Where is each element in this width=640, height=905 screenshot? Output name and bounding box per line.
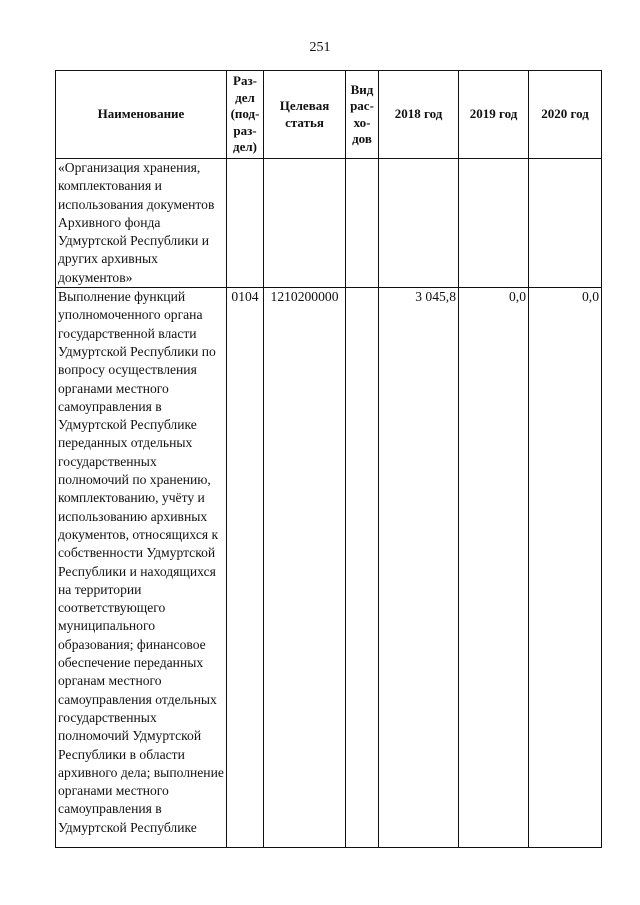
- cell-section: [227, 159, 264, 288]
- table-header-row: [56, 71, 602, 159]
- cell-year-2019: 0,0: [459, 288, 529, 848]
- cell-year-2019: [459, 159, 529, 288]
- table-row: [56, 288, 602, 848]
- header-name: Наименование: [56, 71, 227, 159]
- cell-name: Выполнение функций уполномоченного органа государственной власти Удмуртской Республики по вопросу осуществления органами местного самоуправления в Удмуртской Республике переданных отдельных государственных полномочий по хранению, комплектованию, учёту и использованию архивных документов, относящихся к собственности Удмуртской Республики и находящихся на территории соответствующего муниципального образования; финансовое обеспечение переданных органам местного самоуправления отдельных государственных полномочий Удмуртской Республики в области архивного дела; выполнение органами местного самоуправления в Удмуртской Республике: [56, 288, 227, 848]
- cell-section: 0104: [227, 288, 264, 848]
- cell-name: «Организация хранения, комплектования и использования документов Архивного фонда Удмуртской Республики и других архивных документов»: [56, 159, 227, 288]
- cell-year-2020: [529, 159, 602, 288]
- header-section: Раз- дел (под- раз- дел): [227, 71, 264, 159]
- cell-expense-type: [346, 159, 379, 288]
- page-number: 251: [309, 40, 331, 55]
- header-year-2018: 2018 год: [379, 71, 459, 159]
- header-year-2019: 2019 год: [459, 71, 529, 159]
- cell-year-2018: [379, 159, 459, 288]
- cell-year-2020: 0,0: [529, 288, 602, 848]
- header-target-article: Целевая статья: [264, 71, 346, 159]
- cell-expense-type: [346, 288, 379, 848]
- table-row: [56, 159, 602, 288]
- budget-table: [55, 70, 602, 848]
- cell-target-article: [264, 159, 346, 288]
- cell-year-2018: 3 045,8: [379, 288, 459, 848]
- header-year-2020: 2020 год: [529, 71, 602, 159]
- cell-target-article: 1210200000: [264, 288, 346, 848]
- header-expense-type: Вид рас- хо- дов: [346, 71, 379, 159]
